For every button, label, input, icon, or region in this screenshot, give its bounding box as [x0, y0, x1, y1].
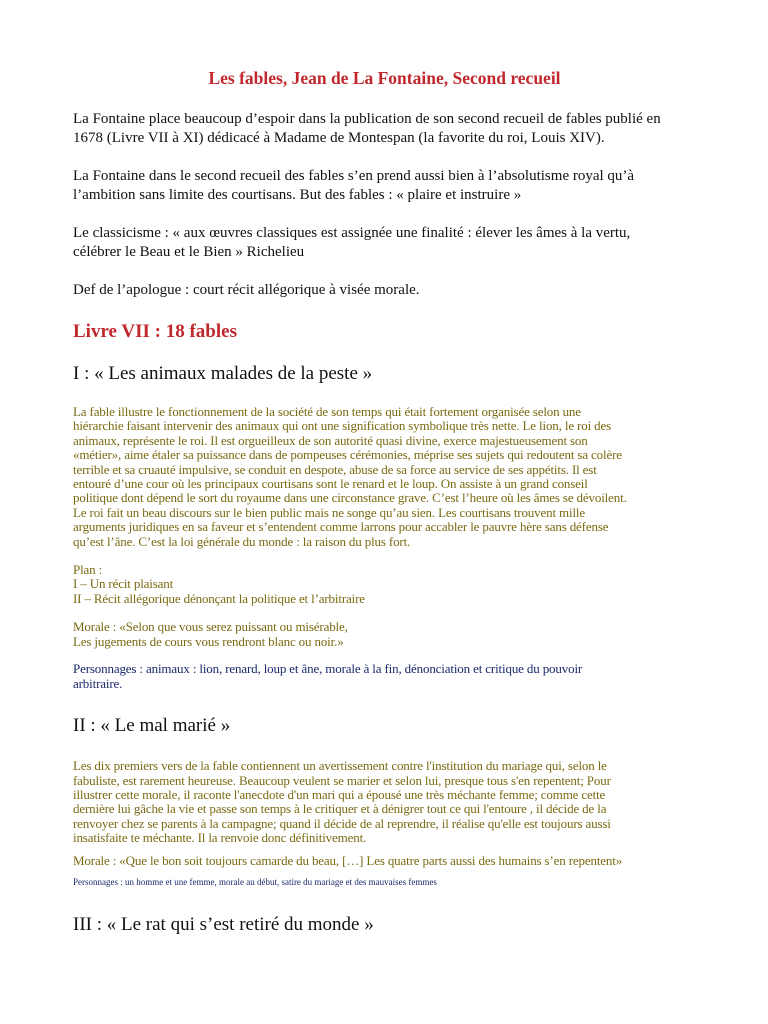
fable2-summary: Les dix premiers vers de la fable contiennent un avertissement contre l'institution du mariage qui, selon le fabuliste, est rarement heureuse. Beaucoup veulent se marier et selon lui, presque tous s'en repentent; Pour illustrer cette morale, il raconte l'anecdote d'un mari qui a épousé une très méchante femme; comme cette dernière lui gâche la vie et passe son temps à le critiquer et à dénigrer tout ce qui l'entoure , il décide de la renvoyer chez se parents à la campagne; quand il décide de al reprendre, il réalise qu'elle est toujours aussi insatisfaite te méchante. Il la renvoie donc définitivement.	[73, 758, 611, 846]
intro-paragraph-4: Def de l’apologue : court récit allégorique à visée morale.	[73, 282, 420, 298]
intro-paragraph-3: Le classicisme : « aux œuvres classiques est assignée une finalité : élever les âmes à la vertu, célébrer le Beau et le Bien » Richelieu	[73, 225, 631, 260]
intro-paragraph-2: La Fontaine dans le second recueil des fables s’en prend aussi bien à l’absolutisme royal qu’à l’ambition sans limite des courtisans. But des fables : « plaire et instruire »	[73, 168, 635, 203]
fable-title-1: I : « Les animaux malades de la peste »	[73, 363, 373, 384]
fable-title-2: II : « Le mal marié »	[73, 715, 231, 737]
section-title-livre-vii: Livre VII : 18 fables	[73, 321, 237, 342]
fable2-morale: Morale : «Que le bon soit toujours camarde du beau, […] Les quatre parts aussi des humains s’en repentent»	[73, 852, 623, 868]
fable1-morale: Morale : «Selon que vous serez puissant ou misérable, Les jugements de cours vous rendront blanc ou noir.»	[73, 619, 348, 649]
fable-title-3: III : « Le rat qui s’est retiré du monde »	[73, 913, 374, 935]
fable1-summary: La fable illustre le fonctionnement de la société de son temps qui était fortement organisée selon une hiérarchie faisant intervenir des animaux qui ont une signification symbolique très nette. Le lion, le roi des animaux, représente le roi. Il est orgueilleux de son autorité quasi divine, exerce majestueusement son «métier», aime étaler sa puissance dans de pompeuses cérémonies, méprise ses sujets qui redoutent sa colère terrible et sa cruauté impulsive, se conduit en despote, abuse de sa force au service de ses appétits. Il est entouré d’une cour où les principaux courtisans sont le renard et le loup. On assiste à un grand conseil politique dont dépend le sort du royaume dans une circonstance grave. C’est l’heure où les âmes se dévoilent. Le roi fait un beau discours sur le bien public mais ne songe qu’au sien. Les courtisans trouvent mille arguments juridiques en sa faveur et s’entendent comme larrons pour accabler le pauvre hère sans défense qu’est l’âne. C’est la loi générale du monde : la raison du plus fort.	[73, 404, 627, 549]
fable1-plan: Plan : I – Un récit plaisant II – Récit allégorique dénonçant la politique et l’arbitraire	[73, 562, 365, 606]
intro-paragraph-1: La Fontaine place beaucoup d’espoir dans la publication de son second recueil de fables publié en 1678 (Livre VII à XI) dédicacé à Madame de Montespan (la favorite du roi, Louis XIV).	[73, 111, 661, 146]
document-title: Les fables, Jean de La Fontaine, Second recueil	[208, 68, 561, 88]
fable2-personnages: Personnages : un homme et une femme, morale au début, satire du mariage et des mauvaises femmes	[73, 876, 437, 887]
fable1-personnages: Personnages : animaux : lion, renard, loup et âne, morale à la fin, dénonciation et critique du pouvoir arbitraire.	[73, 661, 583, 692]
